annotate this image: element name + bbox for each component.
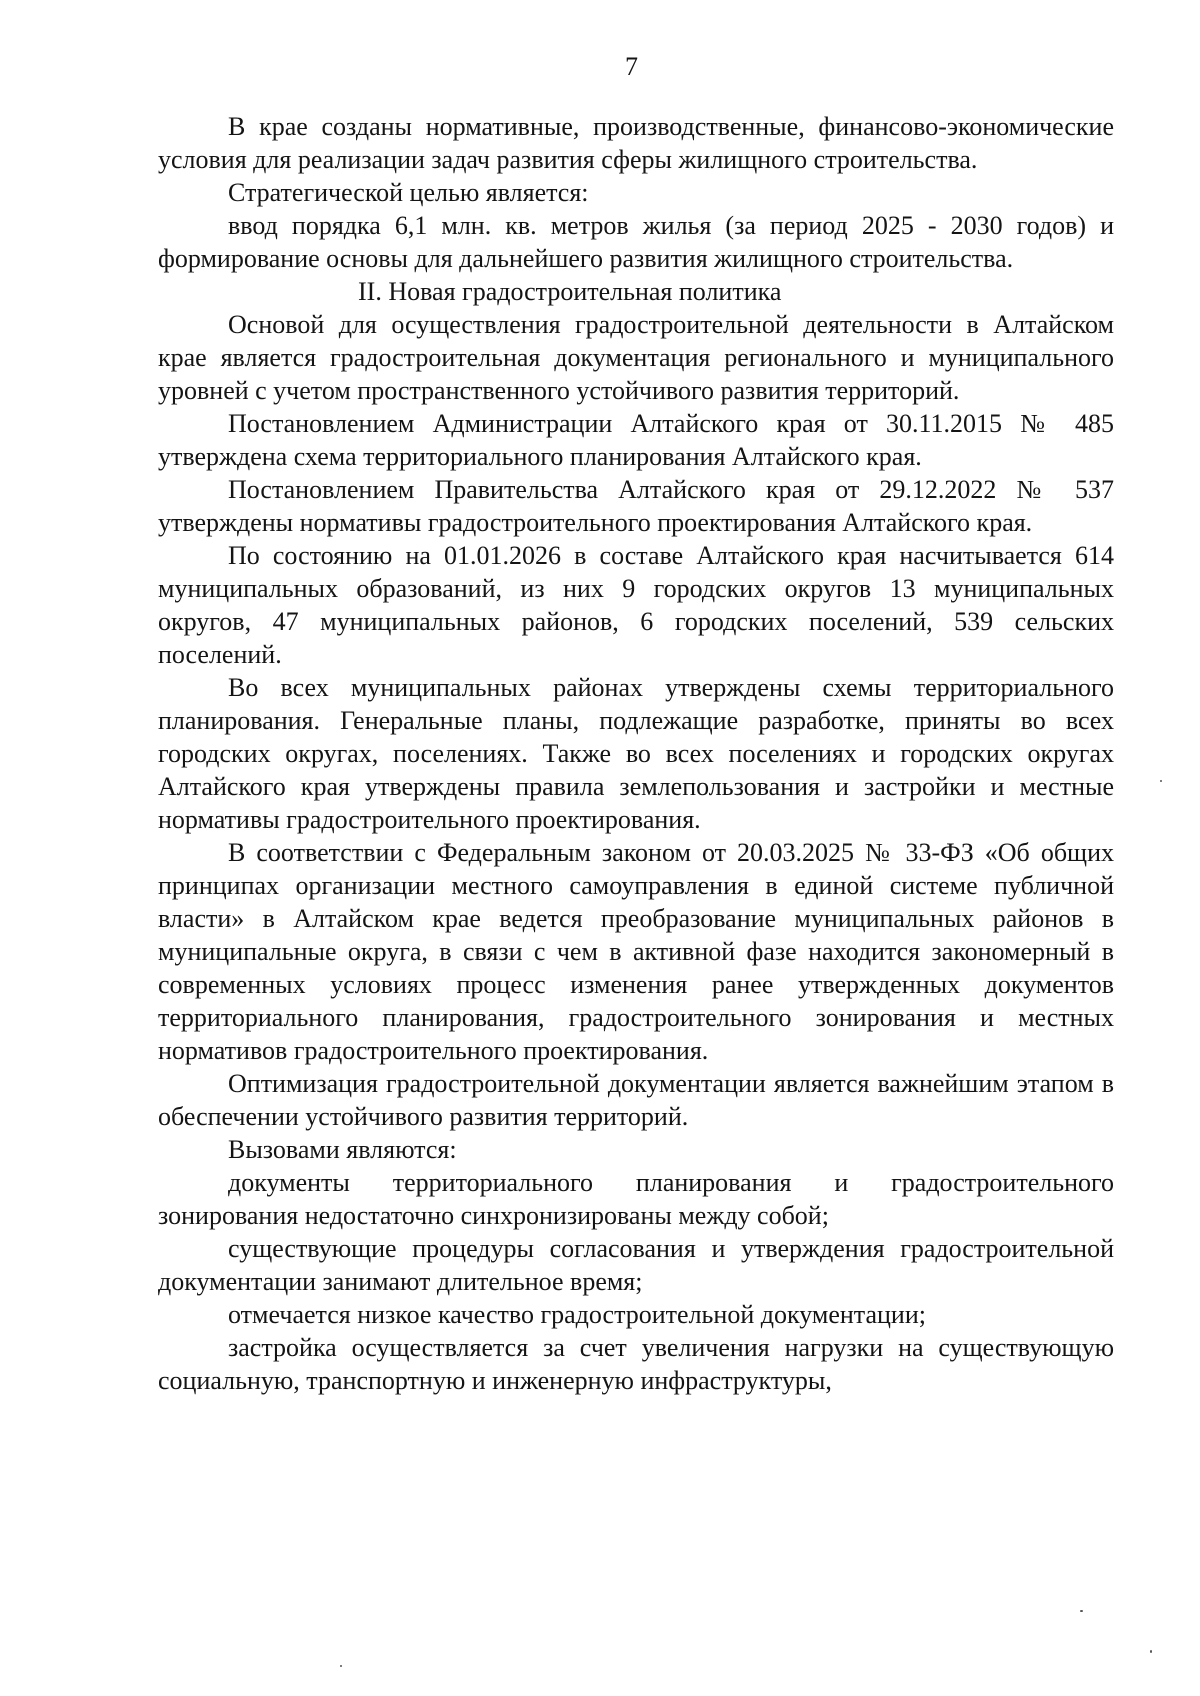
paragraph: Вызовами являются: xyxy=(228,1135,457,1164)
document-body xyxy=(158,110,1114,1397)
page-number: 7 xyxy=(625,52,638,81)
scan-speck xyxy=(1080,1610,1083,1612)
scan-speck xyxy=(1150,1650,1152,1653)
paragraph: Основой для осуществления градостроительной деятельности в Алтайском крае является градостроительная документация регионального и муниципального уровней с учетом пространственного устойчивого развития территорий. xyxy=(158,310,1114,405)
paragraph: Постановлением Правительства Алтайского края от 29.12.2022 № 537 утверждены нормативы градостроительного проектирования Алтайского края. xyxy=(158,475,1114,537)
paragraph: Постановлением Администрации Алтайского края от 30.11.2015 № 485 утверждена схема территориального планирования Алтайского края. xyxy=(158,409,1114,471)
list-item: документы территориального планирования и градостроительного зонирования недостаточно синхронизированы между собой; xyxy=(158,1168,1114,1230)
paragraph: Оптимизация градостроительной документации является важнейшим этапом в обеспечении устойчивого развития территорий. xyxy=(158,1069,1114,1131)
list-item: существующие процедуры согласования и утверждения градостроительной документации занимают длительное время; xyxy=(158,1234,1114,1296)
list-item: застройка осуществляется за счет увеличения нагрузки на существующую социальную, транспортную и инженерную инфраструктуры, xyxy=(158,1333,1114,1395)
paragraph: Стратегической целью является: xyxy=(228,178,589,207)
section-heading: II. Новая градостроительная политика xyxy=(358,277,782,306)
paragraph: В соответствии с Федеральным законом от 20.03.2025 № 33-ФЗ «Об общих принципах организации местного самоуправления в единой системе публичной власти» в Алтайском крае ведется преобразование муниципальных районов в муниципальные округа, в связи с чем в активной фазе находится закономерный в современных условиях процесс изменения ранее утвержденных документов территориального планирования, градостроительного зонирования и местных нормативов градостроительного проектирования. xyxy=(158,838,1114,1065)
paragraph: Во всех муниципальных районах утверждены схемы территориального планирования. Генеральные планы, подлежащие разработке, приняты во всех городских округах, поселениях. Также во всех поселениях и городских округах Алтайского края утверждены правила землепользования и застройки и местные нормативы градостроительного проектирования. xyxy=(158,673,1114,834)
scan-speck xyxy=(340,1665,342,1667)
paragraph: ввод порядка 6,1 млн. кв. метров жилья (за период 2025 - 2030 годов) и формирование основы для дальнейшего развития жилищного строительства. xyxy=(158,211,1114,273)
scan-speck xyxy=(1160,780,1162,782)
paragraph: По состоянию на 01.01.2026 в составе Алтайского края насчитывается 614 муниципальных образований, из них 9 городских округов 13 муниципальных округов, 47 муниципальных районов, 6 городских поселений, 539 сельских поселений. xyxy=(158,541,1114,669)
paragraph: В крае созданы нормативные, производственные, финансово-экономические условия для реализации задач развития сферы жилищного строительства. xyxy=(158,112,1114,174)
list-item: отмечается низкое качество градостроительной документации; xyxy=(228,1300,926,1329)
